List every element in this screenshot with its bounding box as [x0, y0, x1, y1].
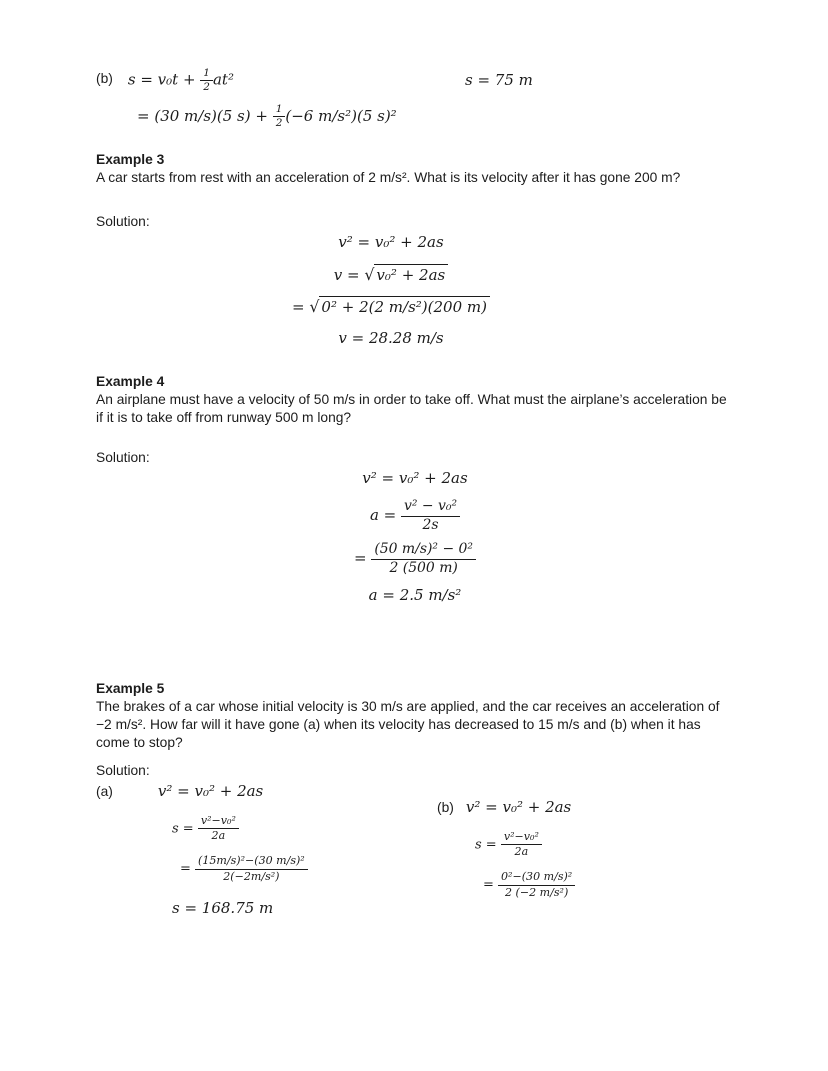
result-equation: a = 2.5 m/s²	[368, 585, 462, 604]
equation-lhs: =	[292, 298, 310, 317]
problem-statement-line: come to stop?	[96, 734, 183, 750]
numerator: v² − v₀²	[401, 499, 460, 517]
numerator: 1	[200, 68, 213, 81]
equation-row	[437, 798, 575, 816]
fraction	[273, 104, 286, 129]
fraction	[200, 68, 213, 93]
numerator: (50 m/s)² − 0²	[371, 542, 476, 560]
denominator: 2	[203, 81, 210, 94]
example3-section	[96, 151, 748, 347]
equation-row	[96, 68, 748, 93]
equation	[96, 265, 686, 284]
numerator: 1	[273, 104, 286, 117]
problem-statement-line: if it is to take off from runway 500 m long?	[96, 410, 352, 426]
equation	[96, 542, 734, 576]
example-heading: Example 5	[96, 680, 165, 696]
equation-lhs: v =	[333, 266, 365, 285]
numerator: (15m/s)²−(30 m/s)²	[195, 855, 308, 869]
radical-sign: √	[309, 297, 320, 317]
equation-row	[137, 104, 748, 129]
equation: v² = v₀² + 2as	[362, 469, 468, 488]
numerator: 0²−(30 m/s)²	[498, 871, 575, 885]
equation-text: s = v₀t +	[127, 70, 201, 89]
equation: v² = v₀² + 2as	[338, 233, 444, 252]
equation	[137, 103, 397, 130]
result-equation: s = 168.75 m	[172, 899, 274, 917]
part-b-column	[437, 798, 575, 917]
denominator: 2a	[211, 828, 226, 842]
equation-text: at²	[212, 70, 234, 89]
part-a-label: (a)	[96, 783, 113, 799]
numerator: v²−v₀²	[198, 815, 239, 829]
equation-lhs: =	[483, 877, 499, 893]
example-heading: Example 3	[96, 152, 165, 168]
top-equation-block	[96, 68, 748, 129]
problem-statement-line: The brakes of a car whose initial velocity is 30 m/s are applied, and the car receives an acceleration of	[96, 698, 720, 714]
denominator: 2	[275, 117, 283, 130]
denominator: 2a	[514, 844, 529, 858]
example4-equations	[96, 469, 734, 604]
equation	[128, 68, 234, 93]
equation-lhs: s =	[475, 836, 501, 852]
radical-sign: √	[364, 265, 375, 285]
equation	[172, 815, 437, 843]
equation-lhs: a =	[369, 506, 401, 525]
solution-label: Solution:	[96, 450, 150, 466]
equation-text: (−6 m/s²)(5 s)²	[285, 106, 397, 125]
radicand: v₀² + 2as	[374, 264, 448, 284]
fraction	[198, 815, 239, 843]
denominator: 2s	[422, 516, 439, 533]
equation-lhs: s =	[172, 820, 198, 836]
solution-label: Solution:	[96, 762, 150, 778]
fraction	[401, 499, 460, 533]
example5-solution-columns	[96, 782, 748, 917]
numerator: v²−v₀²	[501, 831, 542, 845]
fraction	[371, 542, 476, 576]
equation-text: = (30 m/s)(5 s) +	[137, 106, 273, 125]
denominator: 2 (500 m)	[389, 559, 458, 576]
fraction	[498, 871, 575, 899]
radicand: 0² + 2(2 m/s²)(200 m)	[319, 296, 490, 316]
equation	[475, 831, 575, 859]
equation-lhs: =	[353, 549, 372, 568]
example5-section	[96, 680, 748, 917]
equation-row	[96, 782, 437, 800]
fraction	[195, 855, 308, 883]
example4-section	[96, 373, 748, 604]
problem-statement-line: An airplane must have a velocity of 50 m/s in order to take off. What must the airplane’s acceleration be	[96, 392, 727, 408]
solution-label: Solution:	[96, 214, 150, 230]
problem-statement-line: −2 m/s². How far will it have gone (a) when its velocity has decreased to 15 m/s and (b) when it has	[96, 716, 701, 732]
part-b-label: (b)	[437, 799, 454, 815]
denominator: 2 (−2 m/s²)	[505, 885, 569, 899]
equation	[483, 871, 575, 899]
example-heading: Example 4	[96, 374, 165, 390]
result-equation: s = 75 m	[465, 71, 533, 89]
result-equation: v = 28.28 m/s	[338, 329, 444, 348]
part-a-column	[96, 782, 437, 917]
equation	[180, 855, 437, 883]
equation	[96, 297, 686, 316]
fraction	[501, 831, 542, 859]
part-b-label: (b)	[96, 71, 113, 86]
example3-equations	[96, 233, 686, 347]
equation: v² = v₀² + 2as	[465, 797, 572, 816]
equation	[96, 499, 734, 533]
denominator: 2(−2m/s²)	[223, 869, 280, 883]
equation-lhs: =	[180, 861, 196, 877]
equation: v² = v₀² + 2as	[157, 781, 264, 800]
problem-statement: A car starts from rest with an acceleration of 2 m/s². What is its velocity after it has gone 200 m?	[96, 170, 681, 186]
